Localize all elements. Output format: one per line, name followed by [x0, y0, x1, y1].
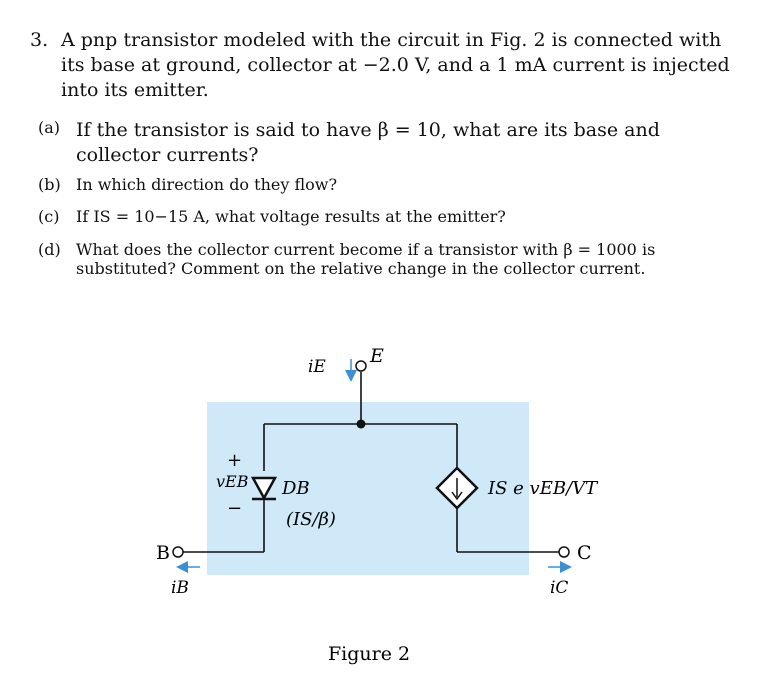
problem-number: 3. [30, 29, 49, 51]
source-expression-label: IS e vEB/VT [488, 478, 598, 499]
part-d-label: (d) [38, 240, 61, 259]
terminal-c-label: C [577, 542, 592, 564]
part-c-text: If IS = 10−15 A, what voltage results at the emitter? [76, 207, 506, 226]
part-b-text: In which direction do they flow? [76, 175, 338, 194]
terminal-e-label: E [370, 345, 384, 367]
emitter-junction-dot [357, 420, 366, 429]
veb-minus-sign: − [227, 498, 243, 519]
base-terminal [173, 547, 183, 557]
ie-label: iE [308, 357, 326, 377]
part-d-text: What does the collector current become if a transistor with β = 1000 is substituted? Comment on the relative change in the collector current. [76, 240, 656, 278]
diode-value-label: (IS/β) [286, 509, 336, 530]
veb-plus-sign: + [227, 450, 243, 471]
figure-caption: Figure 2 [328, 643, 411, 665]
part-b-label: (b) [38, 175, 61, 194]
veb-label: vEB [216, 472, 249, 491]
part-a-text: If the transistor is said to have β = 10, what are its base and collector currents? [76, 119, 660, 166]
shaded-model-region [207, 402, 529, 575]
part-a-label: (a) [38, 118, 61, 137]
ic-label: iC [550, 578, 569, 598]
emitter-terminal [356, 361, 366, 371]
problem-stem: A pnp transistor modeled with the circuit in Fig. 2 is connected with its base at ground, collector at −2.0 V, and a 1 mA current is injected into its emitter. [61, 29, 730, 101]
diode-name-label: DB [282, 478, 310, 499]
part-c-label: (c) [38, 207, 60, 226]
ib-label: iB [171, 578, 189, 598]
terminal-b-label: B [156, 542, 170, 564]
collector-terminal [559, 547, 569, 557]
